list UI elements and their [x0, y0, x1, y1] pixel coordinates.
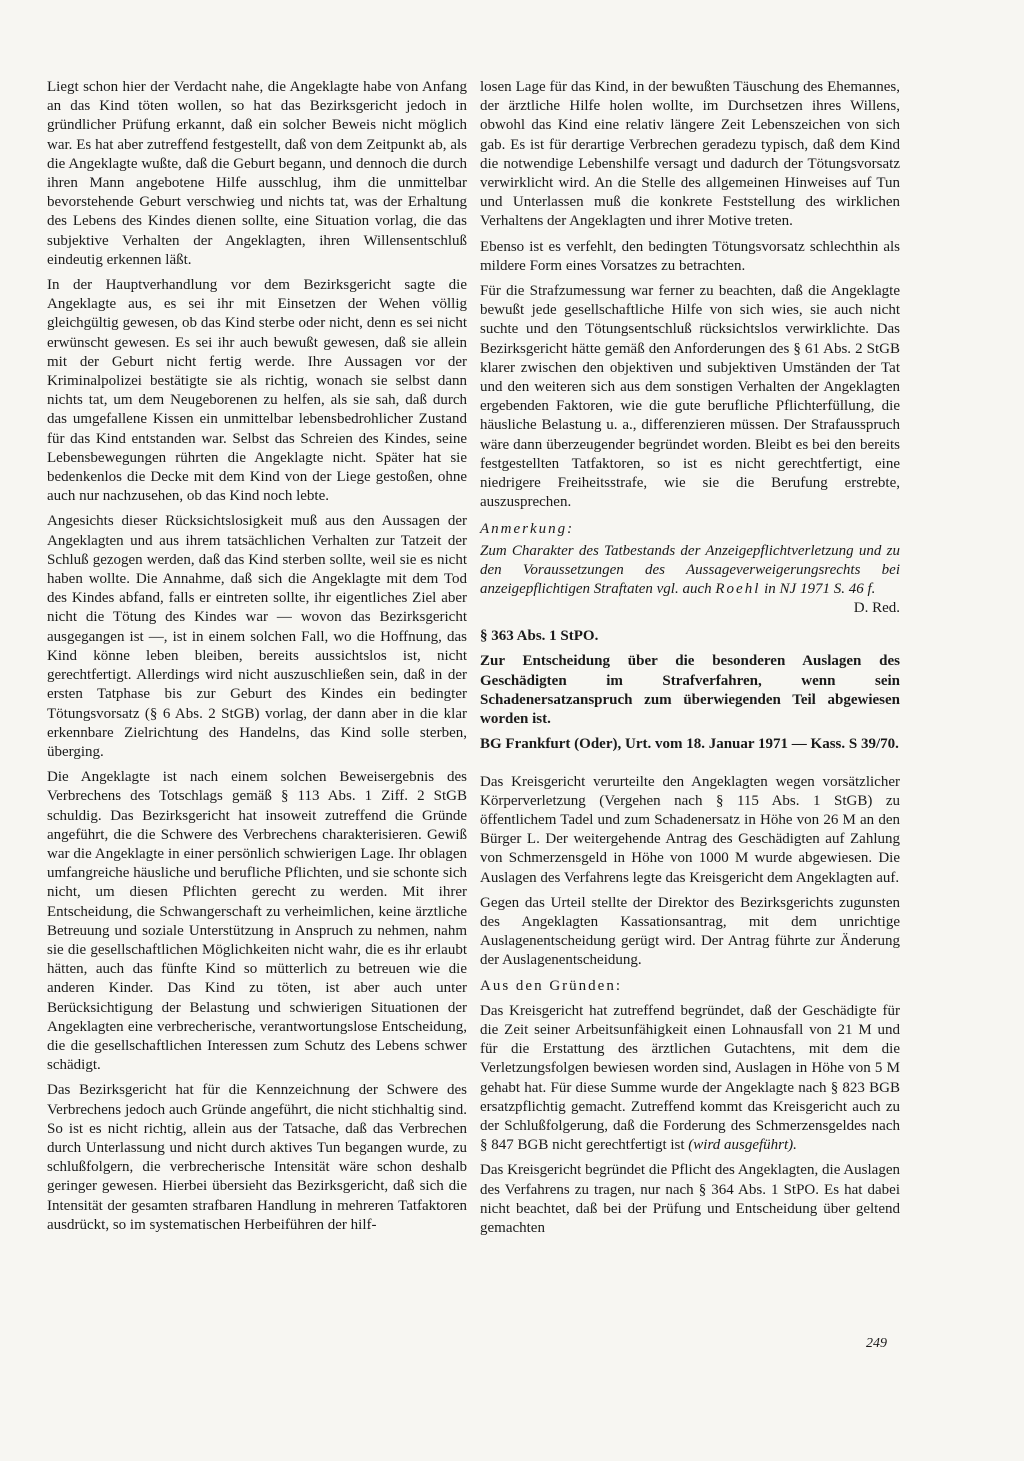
paragraph-text: Das Kreisgericht hat zutreffend begründet, daß der Geschädigte für die Zeit seiner Arbeitsunfähigkeit einen Lohnausfall von 21 M und für die Erstattung des ärztlichen Gutachtens, mit dem die Verletzungsfolgen bewiesen worden sind, Auslagen in Höhe von 5 M gehabt hat. Für diese Summe wurde der Angeklagte nach § 823 BGB ersatzpflichtig gemacht. Zutreffend kommt das Kreisgericht auch zu der Schlußfolgerung, daß die Forderung des Schmerzensgeldes nach § 847 BGB nicht gerechtfertigt ist: [480, 1002, 900, 1154]
right-column: [480, 78, 900, 1244]
paragraph: Das Kreisgericht verurteilte den Angeklagten wegen vorsätzlicher Körperverletzung (Vergehen nach § 115 Abs. 1 StGB) zu öffentlichem Tadel und zum Schadenersatz in Höhe von 26 M an den Bürger L. Der weitergehende Antrag des Geschädigten auf Zahlung von Schmerzensgeld in Höhe von 1000 M wurde abgewiesen. Die Auslagen des Verfahrens legte das Kreisgericht dem Angeklagten auf.: [480, 773, 900, 886]
section-reference: § 363 Abs. 1 StPO.: [480, 628, 599, 645]
paragraph: Ebenso ist es verfehlt, den bedingten Tötungsvorsatz schlechthin als mildere Form eines Vorsatzes zu betrachten.: [480, 238, 900, 274]
page-number: 249: [866, 1336, 887, 1351]
paragraph: Das Kreisgericht begründet die Pflicht des Angeklagten, die Auslagen des Verfahrens zu tragen, nur nach § 364 Abs. 1 StPO. Es hat dabei nicht beachtet, daß bei der Prüfung und Entscheidung über geltend gemachten: [480, 1162, 900, 1236]
paragraph: Gegen das Urteil stellte der Direktor des Bezirksgerichts zugunsten des Angeklagten Kassationsantrag, mit dem unrichtige Auslagenentscheidung gerügt wird. Der Antrag führte zur Änderung der Auslagenentscheidung.: [480, 894, 900, 969]
note-reference: in NJ 1971 S. 46 f.: [764, 581, 876, 598]
paragraph: Das Bezirksgericht hat für die Kennzeichnung der Schwere des Verbrechens jedoch auch Gründe angeführt, die nicht stichhaltig sind. So ist es nicht richtig, allein aus der Tatsache, daß das Verbrechen durch Unterlassung und nicht durch aktives Tun begangen wurde, zu schlußfolgern, die verbrecherische Intensität wäre schon deshalb geringer gewesen. Hierbei übersieht das Bezirksgericht, daß sich die Intensität der gesamten strafbaren Handlung in mehreren Tatfaktoren ausdrückt, so im systematischen Herbeiführen der hilf-: [47, 1082, 467, 1233]
paragraph: Angesichts dieser Rücksichtslosigkeit muß aus den Aussagen der Angeklagten und aus ihrem tatsächlichen Verhalten zur Tatzeit der Schluß gezogen werden, daß das Kind sterben sollte, weil sie es nicht haben wollte. Die Annahme, daß sich die Angeklagte mit dem Tod des Kindes abfand, falls er eintreten sollte, ihr eigentliches Ziel aber nicht die Tötung des Kindes war — wovon das Bezirksgericht ausgegangen ist —, ist in einem solchen Fall, wo die Hoffnung, das Kind könne leben bleiben, bereits aussichtslos ist, nicht gerechtfertigt. Allerdings wird nicht auszuschließen sein, daß in der ersten Tatphase bis zur Geburt des Kindes ein bedingter Tötungsvorsatz (§ 6 Abs. 2 StGB) vorlag, der dann aber in die klar erkennbare Zielrichtung des Handelns, das Kind solle sterben, überging.: [47, 513, 467, 760]
court-citation: BG Frankfurt (Oder), Urt. vom 18. Januar 1971 — Kass. S 39/70.: [480, 736, 899, 753]
grounds-heading: Aus den Gründen:: [480, 977, 622, 994]
headnote: Zur Entscheidung über die besonderen Auslagen des Geschädigten im Strafverfahren, wenn sein Schadenersatzanspruch zum überwiegenden Teil abgewiesen worden ist.: [480, 653, 900, 728]
editor-note: [480, 542, 900, 617]
spacer: [480, 761, 900, 773]
note-label: Anmerkung:: [480, 521, 575, 538]
note-author: Roehl: [715, 581, 761, 598]
spacer: [480, 605, 900, 627]
paragraph: Für die Strafzumessung war ferner zu beachten, daß die Angeklagte bewußt jede gesellschaftliche Hilfe von sich wies, sie auch nicht suchte und den Tötungsentschluß rücksichtslos verwirklichte. Das Bezirksgericht hätte gemäß den Anforderungen des § 61 Abs. 2 StGB klarer zwischen den objektiven und subjektiven Umständen der Tat und den weiteren sich aus dem sonstigen Verhalten der Angeklagten ergebenden Faktoren, wie die gute berufliche Pflichterfüllung, die häusliche Belastung u. a., differenzieren müssen. Der Strafausspruch wäre dann überzeugender begründet worden. Bleibt es bei den bereits festgestellten Tatfaktoren, so ist es nicht gerechtfertigt, eine niedrigere Freiheitsstrafe, wie sie die Berufung erstrebte, auszusprechen.: [480, 283, 900, 511]
note-text: Zum Charakter des Tatbestands der Anzeigepflichtverletzung und zu den Voraussetzungen des Aussageverweigerungsrechts bei anzeigepflichtigen Straftaten vgl. auch: [480, 542, 900, 598]
omission-note: (wird ausgeführt).: [688, 1137, 797, 1154]
paragraph: Liegt schon hier der Verdacht nahe, die Angeklagte habe von Anfang an das Kind töten wollen, so hat das Bezirksgericht jedoch in gründlicher Prüfung erkannt, daß ein solcher Beweis nicht möglich war. Es hat aber zutreffend festgestellt, daß von dem Zeitpunkt ab, als die Angeklagte wußte, daß die Geburt begann, und dennoch die durch ihren Mann angebotene Hilfe ausschlug, ihm die unmittelbar bevorstehende Geburt verschwieg und nichts tat, was der Erhaltung des Lebens des Kindes dienen sollte, eine Situation vorlag, die das subjektive Verhalten der Angeklagten, ihren Willensentschluß eindeutig erkennen läßt.: [47, 79, 467, 268]
paragraph: Die Angeklagte ist nach einem solchen Beweisergebnis des Verbrechens des Totschlags gemäß § 113 Abs. 1 Ziff. 2 StGB schuldig. Das Bezirksgericht hat insoweit zutreffend die Gründe angeführt, die die Schwere des Verbrechens charakterisieren. Gewiß war die Angeklagte in einer persönlich schwierigen Lage. Ihr oblagen umfangreiche häusliche und berufliche Pflichten, und sie schonte sich nicht, um diesen Pflichten gerecht zu werden. Mit ihrer Entscheidung, die Schwangerschaft zu verheimlichen, keine ärztliche Betreuung und soziale Unterstützung in Anspruch zu nehmen, nahm sie die gesellschaftlichen Möglichkeiten nicht wahr, die es ihr erlaubt hätten, auch das fünfte Kind so mütterlich zu betreuen wie die anderen Kinder. Das Kind zu töten, ist aber auch unter Berücksichtigung der Belastung und schwierigen Situationen der Angeklagten eine verbrecherische, verantwortungslose Entscheidung, die die gesellschaftlichen Interessen zum Schutz des Lebens schwer schädigt.: [47, 769, 467, 1074]
paragraph: [480, 1002, 900, 1156]
note-signature: D. Red.: [853, 600, 900, 617]
left-column: [47, 78, 467, 1241]
paragraph: losen Lage für das Kind, in der bewußten Täuschung des Ehemannes, der ärztliche Hilfe holen wollte, im Durchsetzen ihres Willens, obwohl das Kind eine relativ längere Zeit Lebenszeichen von sich gab. Es ist für derartige Verbrechen geradezu typisch, daß dem Kind die notwendige Lebenshilfe versagt und dadurch der Tötungsvorsatz verwirklicht wird. An die Stelle des allgemeinen Hinweises auf Tun und Unterlassen muß die konkrete Feststellung des wirklichen Verhaltens der Angeklagten und ihrer Motive treten.: [480, 79, 900, 230]
paragraph: In der Hauptverhandlung vor dem Bezirksgericht sagte die Angeklagte aus, es sei ihr mit Einsetzen der Wehen völlig gleichgültig gewesen, ob das Kind sterbe oder nicht, denn es sei nicht erwünscht gewesen. Es sei ihr auch bewußt gewesen, daß sie allein mit der Geburt nicht fertig werde. Ihre Aussagen vor der Kriminalpolizei bestätigte sie als richtig, wonach sie selbst dann nichts tat, um dem Neugeborenen zu helfen, als sie sah, daß durch das umgefallene Kissen ein unmittelbar lebensbedrohlicher Zustand für das Kind entstanden war. Selbst das Schreien des Kindes, seine Lebensbewegungen rührten die Angeklagte nicht. Später hat sie bedenkenlos die Decke mit dem Kind von der Liege gestoßen, ohne auch nur nachzusehen, ob das Kind noch lebte.: [47, 277, 467, 505]
